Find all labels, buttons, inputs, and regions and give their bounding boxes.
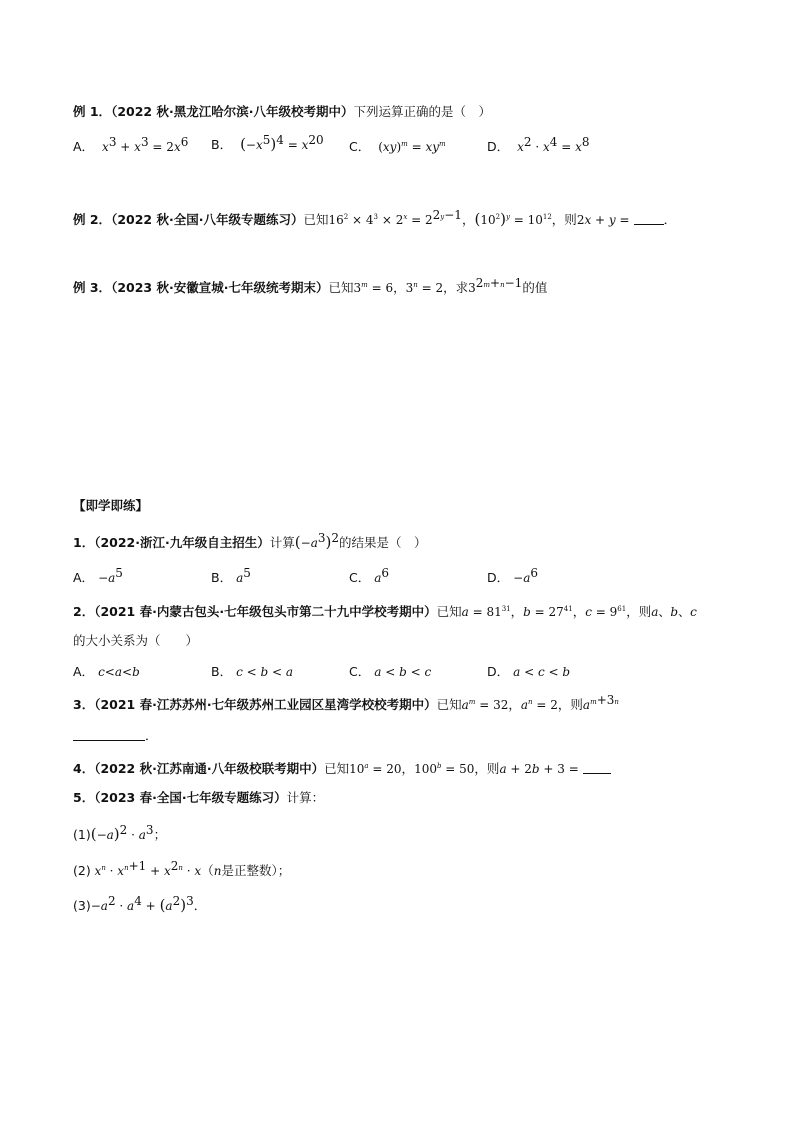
part-1-expression: $(-a)^2 \cdot a^3$ (90, 823, 154, 843)
practice-1-option-a: A． $-a^5$ (73, 566, 123, 585)
practice-2-number: 2． (73, 604, 95, 619)
practice-5-source: （2023 春·全国·七年级专题练习） (94, 790, 287, 805)
example-2-equation-1: $16^2 \times 4^3 \times 2^x = 2^{2y-1}$ (328, 208, 462, 227)
practice-2-c-value: $c = 9^{61}$ (585, 605, 627, 619)
practice-3-equation-2: $a^n = 2$ (520, 698, 558, 712)
example-1-option-d: D． $x^2 \cdot x^4 = x^8$ (487, 135, 590, 154)
practice-1-option-d: D． $-a^6$ (487, 566, 538, 585)
example-2-label: 例 2． (73, 212, 112, 227)
practice-heading: 【即学即练】 (73, 498, 149, 513)
example-1-label: 例 1． (73, 104, 112, 119)
example-2-target: 2x + y = (576, 213, 630, 227)
example-3-source: （2023 秋·安徽宣城·七年级统考期末） (111, 280, 329, 295)
practice-2-a-value: $a = 81^{31}$ (461, 605, 511, 619)
option-b-expression: $(-x^5)^4 = x^{20}$ (240, 133, 324, 153)
part-2-expression: $x^n \cdot x^{n+1} + x^{2n} \cdot x$ (90, 859, 202, 878)
practice-3-target: $a^{m+3n}$ (582, 693, 619, 712)
example-1-source: （2022 秋·黑龙江哈尔滨·八年级校考期中） (111, 104, 354, 119)
practice-4-equation-2: 100$^b$ = 50 (414, 762, 475, 776)
practice-3-source: （2021 春·江苏苏州·七年级苏州工业园区星湾学校校考期中） (94, 697, 437, 712)
example-1-question (73, 104, 491, 120)
answer-blank[interactable] (634, 213, 664, 225)
practice-5-part-1: $(1)(-a)^2 \cdot a^3$； (73, 823, 167, 843)
practice-2-option-d: D． a < c < b (487, 664, 571, 679)
answer-blank[interactable] (583, 762, 611, 774)
practice-1-question: 1．（2022·浙江·九年级自主招生）计算$(-a^3)^2$的结果是（ ） (73, 531, 427, 551)
example-1-stem: 下列运算正确的是（ ） (353, 104, 491, 119)
example-1-option-b: B． $(-x^5)^4 = x^{20}$ (211, 133, 324, 153)
practice-3-answer-line: ． (73, 728, 158, 744)
practice-1-number: 1． (73, 535, 95, 550)
practice-2-variables: a、b、c (651, 605, 697, 619)
example-3-question: 例 3．（2023 秋·安徽宣城·七年级统考期末）已知3$^m$ = 6，3$^n$ = 2，求$3^{2m+n-1}$的值 (73, 276, 548, 295)
practice-2-option-b: B． c < b < a (211, 664, 294, 679)
practice-2-b-value: $b = 27^{41}$ (523, 605, 573, 619)
practice-4-number: 4． (73, 761, 95, 776)
practice-1-source: （2022·浙江·九年级自主招生） (94, 535, 270, 550)
option-a-expression: $x^3 + x^3 = 2x^6$ (102, 135, 189, 154)
practice-4-question: 4．（2022 秋·江苏南通·八年级校联考期中）已知10$^a$ = 20，100$^b$ = 50，则a + 2b + 3 = (73, 761, 611, 777)
practice-3-question: 3．（2021 春·江苏苏州·七年级苏州工业园区星湾学校校考期中）已知$a^m = 32$，$a^n = 2$，则$a^{m+3n}$ (73, 693, 619, 712)
example-3-label: 例 3． (73, 280, 112, 295)
practice-5-part-2: (2) $x^n \cdot x^{n+1} + x^{2n} \cdot x(n$是正整数）； (73, 859, 291, 878)
example-3-equation-1: 3$^m$ = 6 (353, 281, 394, 295)
example-2-equation-2: $(10^2)^y = 10^{12}$ (474, 210, 552, 228)
practice-2-source: （2021 春·内蒙古包头·七年级包头市第二十九中学校考期中） (94, 604, 437, 619)
example-3-equation-2: 3$^n$ = 2 (405, 281, 444, 295)
practice-5-number: 5． (73, 790, 95, 805)
practice-4-source: （2022 秋·江苏南通·八年级校联考期中） (94, 761, 325, 776)
practice-4-equation-1: 10$^a$ = 20 (349, 762, 402, 776)
example-1-option-c: C． $(xy)^m = xy^m$ (349, 139, 446, 154)
practice-3-equation-1: $a^m = 32$ (461, 698, 509, 712)
example-2-question: 例 2．（2022 秋·全国·八年级专题练习）已知$16^2 \times 4^3 \times 2^x = 2^{2y-1}$，$(10^2)^y = 10^{12}$，则2x + y = ． (73, 208, 677, 228)
option-d-expression: $x^2 \cdot x^4 = x^8$ (517, 135, 590, 154)
practice-2-question-line-1: 2．（2021 春·内蒙古包头·七年级包头市第二十九中学校考期中）已知$a = 81^{31}$，$b = 27^{41}$，$c = 9^{61}$，则a、b、c (73, 604, 697, 619)
practice-3-number: 3． (73, 697, 95, 712)
practice-2-option-c: C． a < b < c (349, 664, 432, 679)
practice-1-option-c: C． $a^6$ (349, 566, 390, 585)
practice-4-target: a + 2b + 3 = (499, 762, 579, 776)
answer-blank[interactable] (73, 729, 145, 741)
practice-5-question: 5．（2023 春·全国·七年级专题练习）计算： (73, 790, 325, 805)
practice-5-part-3: $(3)-a^2 \cdot a^4 + (a^2)^3$． (73, 894, 207, 914)
example-1-option-a: A． $x^3 + x^3 = 2x^6$ (73, 135, 189, 154)
practice-2-question-line-2: 的大小关系为（ ） (73, 633, 199, 648)
example-3-target: $3^{2m+n-1}$ (468, 276, 523, 295)
part-3-expression: $-a^2 \cdot a^4 + (a^2)^3$ (90, 894, 194, 914)
practice-1-expression: $(-a^3)^2$ (294, 531, 339, 551)
practice-2-option-a: A． c<a<b (73, 664, 140, 679)
example-2-source: （2022 秋·全国·八年级专题练习） (111, 212, 304, 227)
practice-1-option-b: B． $a^5$ (211, 566, 251, 585)
option-c-expression: $(xy)^m = xy^m$ (378, 140, 446, 154)
